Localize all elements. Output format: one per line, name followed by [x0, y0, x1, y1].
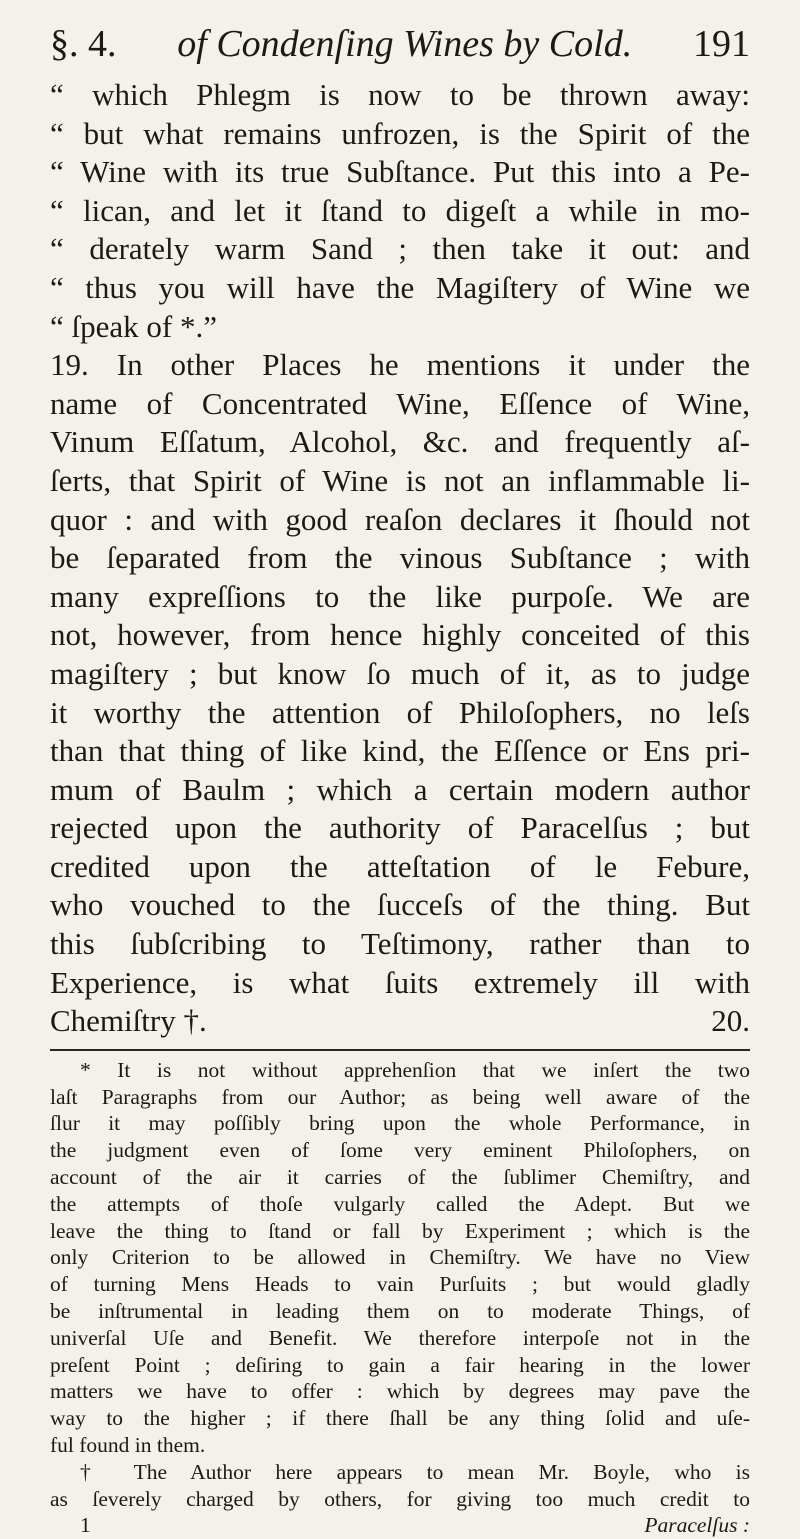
- page-number: 191: [693, 23, 750, 65]
- footnote-line: be inſtrumental in leading them on to moderate Things, of: [50, 1299, 750, 1324]
- running-title: of Condenſing Wines by Cold.: [177, 23, 633, 65]
- text-line: this ſubſcribing to Teſtimony, rather than to: [50, 926, 750, 962]
- text-line: “ ſpeak of *.”: [50, 308, 217, 344]
- text-line: many expreſſions to the like purpoſe. We are: [50, 578, 750, 614]
- text-line: not, however, from hence highly conceited of this: [50, 617, 750, 653]
- text-line: “ Wine with its true Subſtance. Put this into a Pe-: [50, 154, 750, 190]
- running-header: [50, 22, 750, 66]
- footnote-line: preſent Point ; deſiring to gain a fair hearing in the lower: [50, 1352, 750, 1377]
- text-line: Experience, is what ſuits extremely ill with: [50, 964, 750, 1000]
- text-line: “ derately warm Sand ; then take it out: and: [50, 231, 750, 267]
- footnote-line: † The Author here appears to mean Mr. Boyle, who is: [80, 1459, 750, 1484]
- text-line: quor : and with good reaſon declares it ſhould not: [50, 501, 750, 537]
- footnote-line: only Criterion to be allowed in Chemiſtry. We have no View: [50, 1245, 750, 1270]
- text-line: Vinum Eſſatum, Alcohol, &c. and frequently aſ-: [50, 424, 750, 460]
- text-line: “ thus you will have the Magiſtery of Wine we: [50, 269, 750, 305]
- footnote-line: way to the higher ; if there ſhall be any thing ſolid and uſe-: [50, 1406, 750, 1431]
- text-line: ſerts, that Spirit of Wine is not an inflammable li-: [50, 462, 750, 498]
- footnote-line: ful found in them.: [50, 1433, 206, 1457]
- footnote-line: leave the thing to ſtand or fall by Experiment ; which is the: [50, 1218, 750, 1243]
- footer-catchword: Paracelſus :: [644, 1513, 750, 1538]
- text-line: mum of Baulm ; which a certain modern author: [50, 771, 750, 807]
- main-text: [50, 76, 750, 1041]
- text-line: “ but what remains unfrozen, is the Spirit of the: [50, 115, 750, 151]
- signature-mark: 1: [80, 1513, 91, 1538]
- last-text-line: [50, 1002, 750, 1041]
- footnote-line: univerſal Uſe and Benefit. We therefore interpoſe not in the: [50, 1325, 750, 1350]
- text-line: magiſtery ; but know ſo much of it, as to judge: [50, 655, 750, 691]
- section-number: §. 4.: [50, 23, 117, 65]
- text-line: than that thing of like kind, the Eſſence or Ens pri-: [50, 733, 750, 769]
- page-footer: [50, 1512, 750, 1539]
- text-line: rejected upon the authority of Paracelſus ; but: [50, 810, 750, 846]
- text-line: be ſeparated from the vinous Subſtance ; with: [50, 540, 750, 576]
- footnote-line: laſt Paragraphs from our Author; as being well aware of the: [50, 1084, 750, 1109]
- text-line: who vouched to the ſucceſs of the thing. But: [50, 887, 750, 923]
- footnote-line: ſlur it may poſſibly bring upon the whole Performance, in: [50, 1111, 750, 1136]
- text-line: “ lican, and let it ſtand to digeſt a while in mo-: [50, 192, 750, 228]
- footnote-line: matters we have to offer : which by degrees may pave the: [50, 1379, 750, 1404]
- footnote-line: the attempts of thoſe vulgarly called the Adept. But we: [50, 1191, 750, 1216]
- text-line: 19. In other Places he mentions it under the: [50, 347, 750, 383]
- text-line: Chemiſtry †.: [50, 1003, 207, 1039]
- footnote-line: of turning Mens Heads to vain Purſuits ; but would gladly: [50, 1272, 750, 1297]
- footnote-line: as ſeverely charged by others, for giving too much credit to: [50, 1486, 750, 1511]
- catchword: 20.: [711, 1003, 750, 1039]
- text-line: name of Concentrated Wine, Eſſence of Wine,: [50, 385, 750, 421]
- footnote-line: the judgment even of ſome very eminent Philoſophers, on: [50, 1138, 750, 1163]
- footnote-rule: [50, 1049, 750, 1051]
- text-line: “ which Phlegm is now to be thrown away:: [50, 77, 750, 112]
- text-line: credited upon the atteſtation of le Febure,: [50, 848, 750, 884]
- footnotes: [50, 1057, 750, 1539]
- footnote-line: account of the air it carries of the ſublimer Chemiſtry, and: [50, 1165, 750, 1190]
- footnote-line: * It is not without apprehenſion that we inſert the two: [80, 1057, 750, 1082]
- text-line: it worthy the attention of Philoſophers, no leſs: [50, 694, 750, 730]
